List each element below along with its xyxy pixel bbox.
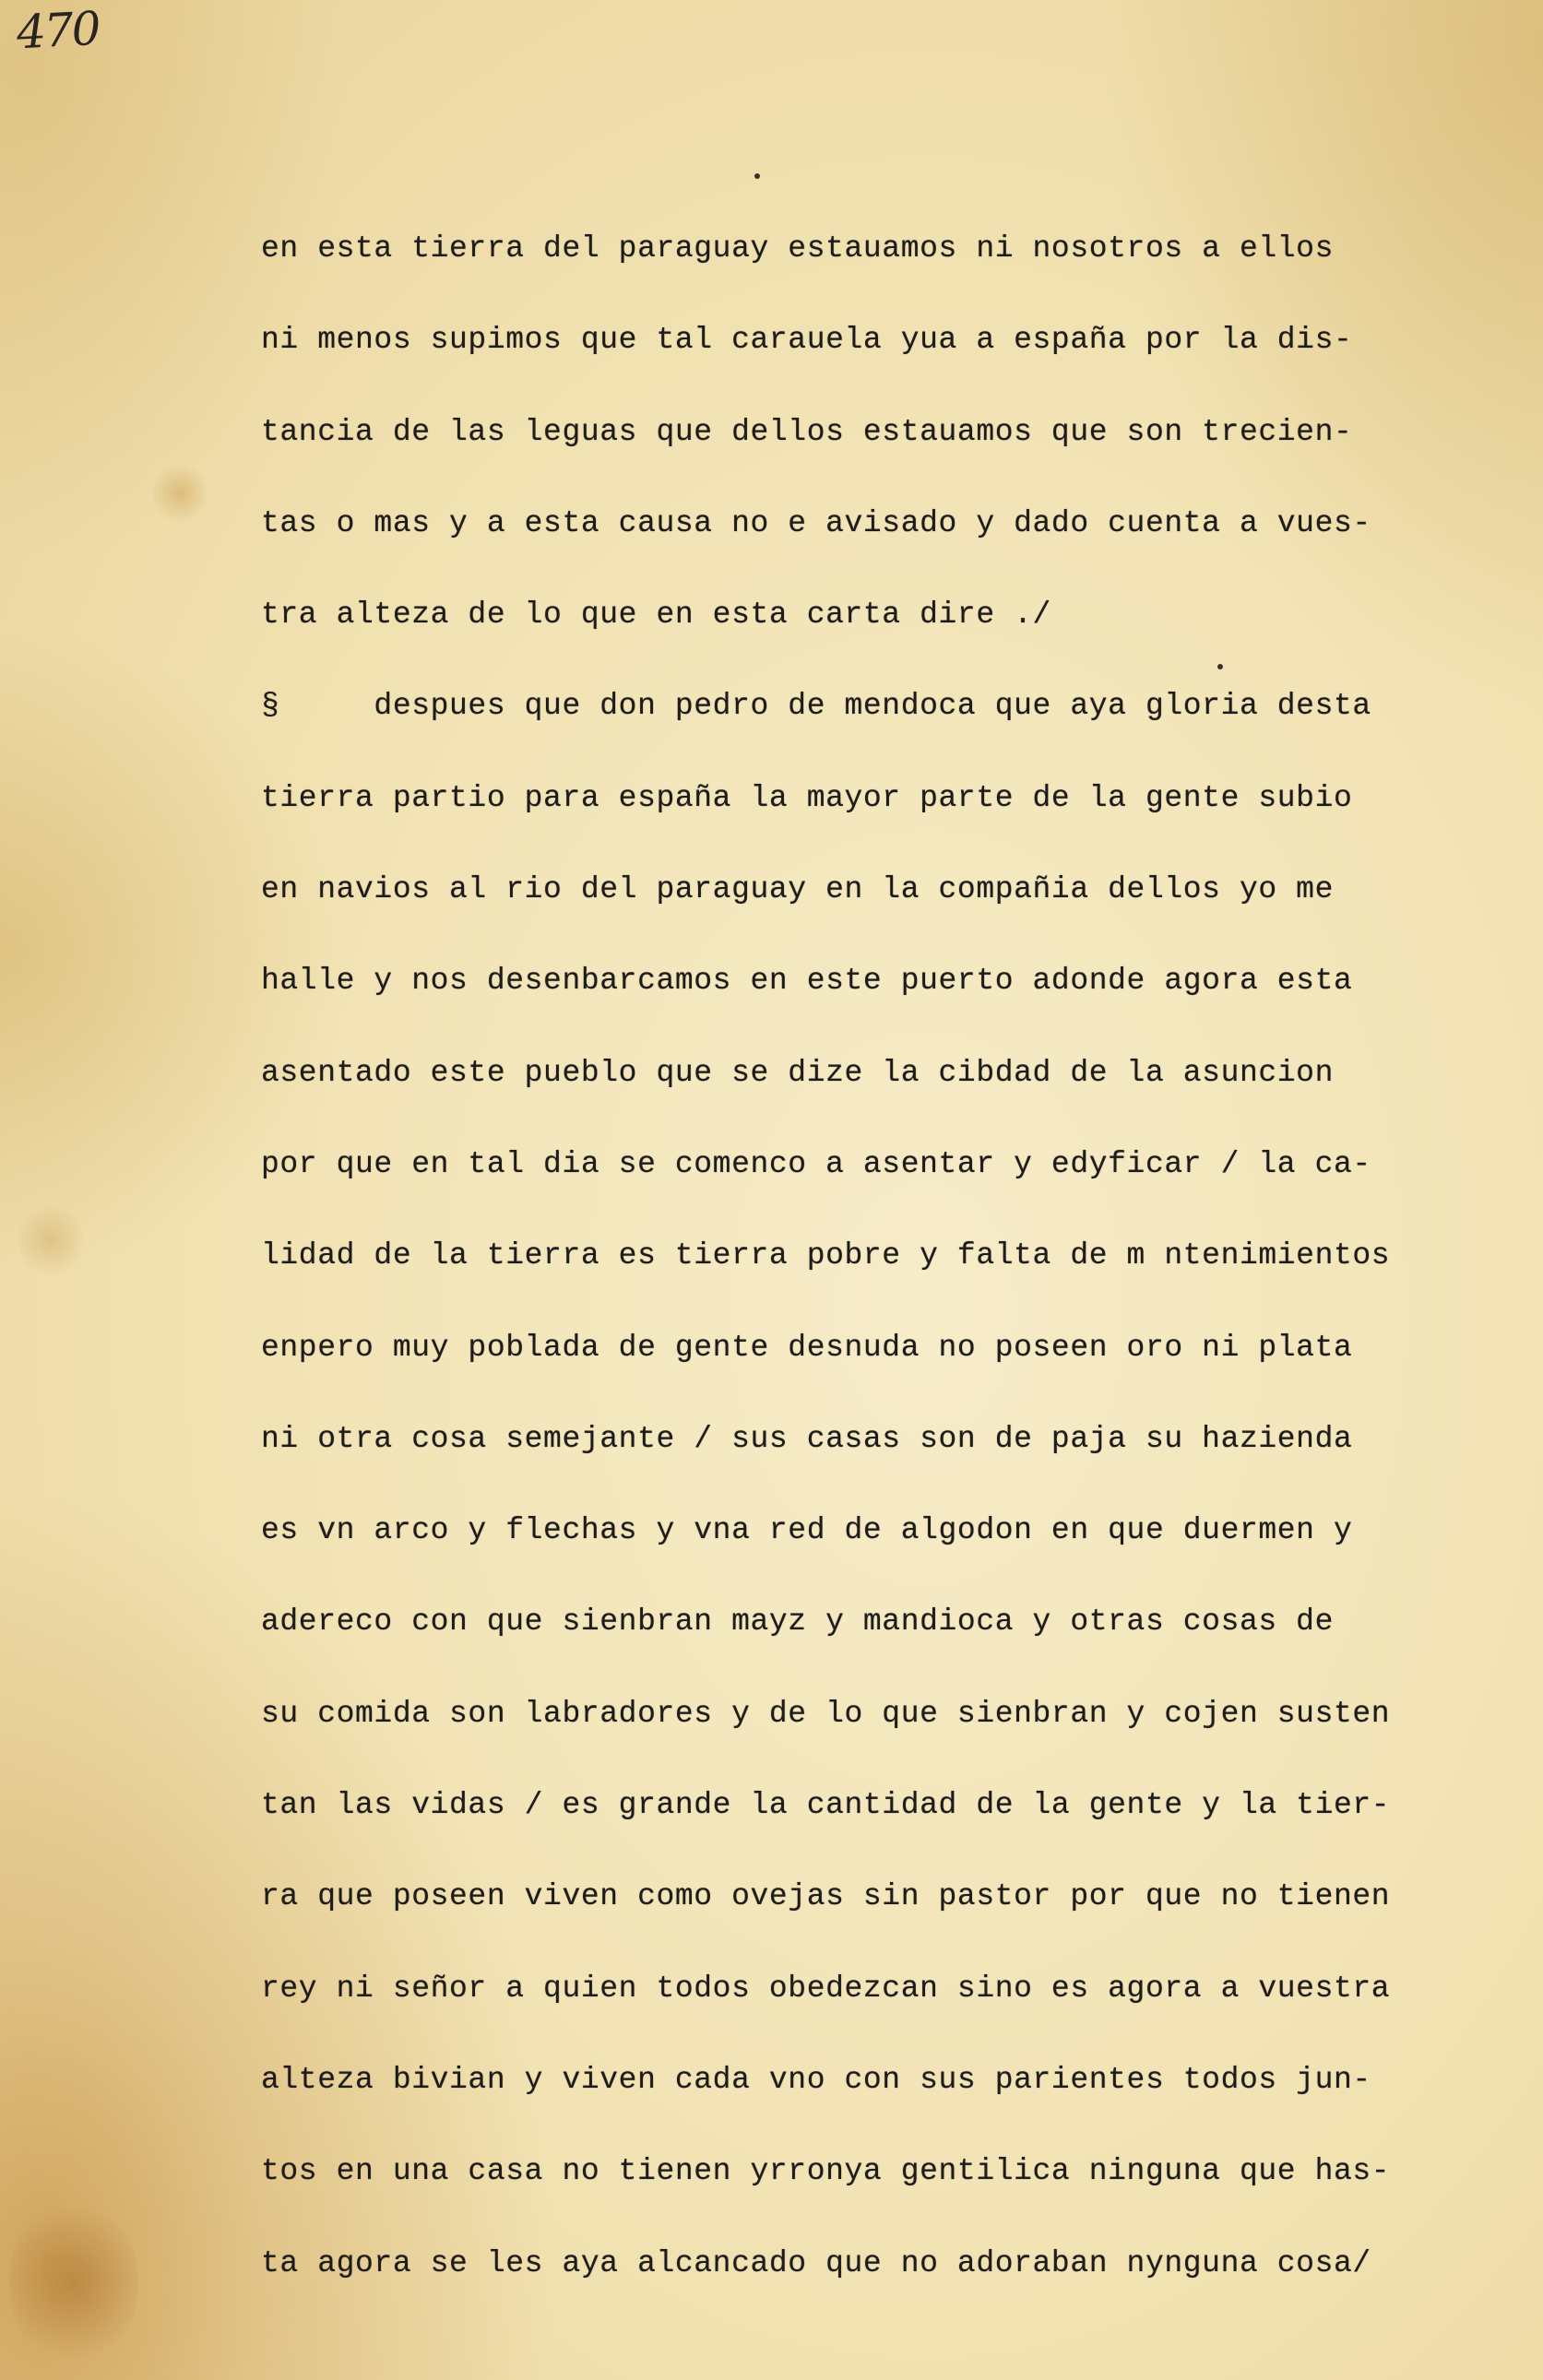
folio-number: 470 [15, 1, 101, 60]
text-line: ra que poseen viven como ovejas sin pastor por que no tienen [261, 1879, 1391, 1914]
text-line: tierra partio para españa la mayor parte de la gente subio [261, 780, 1353, 815]
text-line: rey ni señor a quien todos obedezcan sino es agora a vuestra [261, 1971, 1391, 2006]
paper-stain [9, 2195, 138, 2370]
text-line: es vn arco y flechas y vna red de algodon en que duermen y [261, 1513, 1353, 1548]
text-line: tancia de las leguas que dellos estauamos que son trecien- [261, 414, 1353, 449]
text-line: tan las vidas / es grande la cantidad de la gente y la tier- [261, 1788, 1391, 1823]
text-line: tra alteza de lo que en esta carta dire ./ [261, 598, 1051, 633]
text-line: halle y nos desenbarcamos en este puerto adonde agora esta [261, 964, 1353, 999]
text-line: § despues que don pedro de mendoca que aya gloria desta [261, 689, 1371, 724]
text-line: enpero muy poblada de gente desnuda no poseen oro ni plata [261, 1330, 1353, 1365]
text-line: adereco con que sienbran mayz y mandioca y otras cosas de [261, 1604, 1334, 1640]
text-line: su comida son labradores y de lo que sienbran y cojen susten [261, 1696, 1391, 1731]
ink-dot [754, 173, 760, 179]
text-line: ta agora se les aya alcancado que no adoraban nynguna cosa/ [261, 2245, 1371, 2280]
paper-stain [152, 461, 208, 526]
text-line: tas o mas y a esta causa no e avisado y dado cuenta a vues- [261, 505, 1371, 540]
text-line: lidad de la tierra es tierra pobre y falta de m ntenimientos [261, 1238, 1391, 1273]
text-line: asentado este pueblo que se dize la cibdad de la asuncion [261, 1055, 1334, 1090]
text-line: alteza bivian y viven cada vno con sus parientes todos jun- [261, 2062, 1371, 2097]
text-line: tos en una casa no tienen yrronya gentilica ninguna que has- [261, 2154, 1391, 2189]
paper-stain [18, 1199, 83, 1282]
text-line: ni otra cosa semejante / sus casas son de paja su hazienda [261, 1421, 1353, 1456]
typed-text-block [261, 221, 1488, 2327]
text-line: ni menos supimos que tal carauela yua a españa por la dis- [261, 323, 1353, 358]
text-line: por que en tal dia se comenco a asentar y edyficar / la ca- [261, 1146, 1371, 1181]
text-line: en navios al rio del paraguay en la compañia dellos yo me [261, 872, 1334, 907]
text-line: en esta tierra del paraguay estauamos ni nosotros a ellos [261, 231, 1334, 266]
